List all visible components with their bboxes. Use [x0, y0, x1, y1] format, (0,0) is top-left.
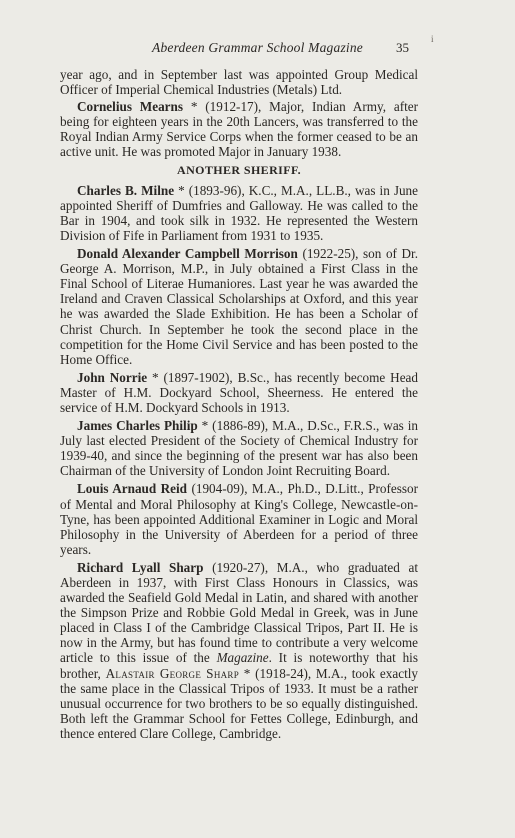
section-heading: ANOTHER SHERIFF.	[177, 162, 301, 177]
page-header	[0, 34, 515, 60]
entry-text: * (1912-17), Major, Indian Army, after being for eighteen years in the 20th Lancers, was transferred to the Royal Indian Army Service Corps when the former ceased to be an active unit. He was promoted Major in January 1938.	[60, 99, 418, 160]
person-name: James Charles Philip	[77, 418, 198, 434]
entry-norrie	[60, 370, 418, 415]
person-name: Richard Lyall Sharp	[77, 559, 204, 575]
entry-text: (1904-09), M.A., Ph.D., D.Litt., Professor of Mental and Moral Philosophy at King's College, Newcastle-on-Tyne, has been appointed Additional Examiner in Logic and Moral Philosophy in the University of Aberdeen for a period of three years.	[60, 481, 418, 557]
brother-name: Alastair George Sharp	[105, 665, 240, 681]
person-name: Donald Alexander Campbell Morrison	[77, 246, 298, 262]
person-name: Charles B. Milne	[77, 182, 175, 198]
entry-text: * (1918-24), M.A., took exactly the same place in the Classical Tripos of 1933. It must be a rather unusual occurrence for two brothers to be so equally distinguished. Both left the Grammar School for Fettes College, Edinburgh, and thence entered Clare College, Cambridge.	[60, 665, 418, 741]
continued-paragraph: year ago, and in September last was appointed Group Medical Officer of Imperial Chemical Industries (Metals) Ltd.	[60, 67, 418, 98]
entry-text: (1922-25), son of Dr. George A. Morrison, M.P., in July obtained a First Class in the Final School of Literae Humaniores. Last year he was awarded the Ireland and Craven Classical Scholarships at Oxford, and this year he was awarded the Slade Exhibition. He has been a Scholar of Christ Church. In September he took the second place in the competition for the Home Civil Service and has been posted to the Home Office.	[60, 246, 419, 367]
entry-reid	[60, 481, 418, 556]
margin-mark: i	[431, 34, 434, 44]
page-number: 35	[396, 40, 409, 55]
entry-morrison	[60, 246, 418, 367]
entry-philip	[60, 418, 418, 478]
article-body	[60, 67, 418, 741]
entry-sharp	[60, 560, 418, 741]
entry-text: * (1893-96), K.C., M.A., LL.B., was in June appointed Sheriff of Dumfries and Galloway. He was called to the Bar in 1904, and took silk in 1932. He represented the Western Division of Fife in Parliament from 1931 to 1935.	[60, 182, 418, 243]
entry-milne	[60, 183, 418, 243]
person-name: John Norrie	[77, 369, 148, 385]
entry-text: (1920-27), M.A., who graduated at Aberdeen in 1937, with First Class Honours in Classics, was awarded the Seafield Gold Medal in Latin, and shared with another the Simpson Prize and Robbie Gold Medal in Greek, was in June placed in Class I of the Cambridge Classical Tripos, Part II. He is now in the Army, but has found time to contribute a very welcome article to this issue of the	[60, 559, 418, 666]
entry-mearns	[60, 99, 418, 159]
running-title: Aberdeen Grammar School Magazine	[152, 40, 363, 55]
person-name: Louis Arnaud Reid	[77, 481, 188, 497]
entry-text: * (1897-1902), B.Sc., has recently become Head Master of H.M. Dockyard School, Sheerness. He entered the service of H.M. Dockyard Schools in 1913.	[60, 369, 418, 415]
person-name: Cornelius Mearns	[77, 99, 184, 115]
entry-text: * (1886-89), M.A., D.Sc., F.R.S., was in July last elected President of the Society of Chemical Industry for 1939-40, and since the beginning of the present war has also been Chairman of the University of London Joint Recruiting Board.	[60, 418, 418, 479]
entry-text: . It is noteworthy that his brother,	[60, 650, 418, 681]
magazine-title: Magazine	[216, 650, 269, 666]
